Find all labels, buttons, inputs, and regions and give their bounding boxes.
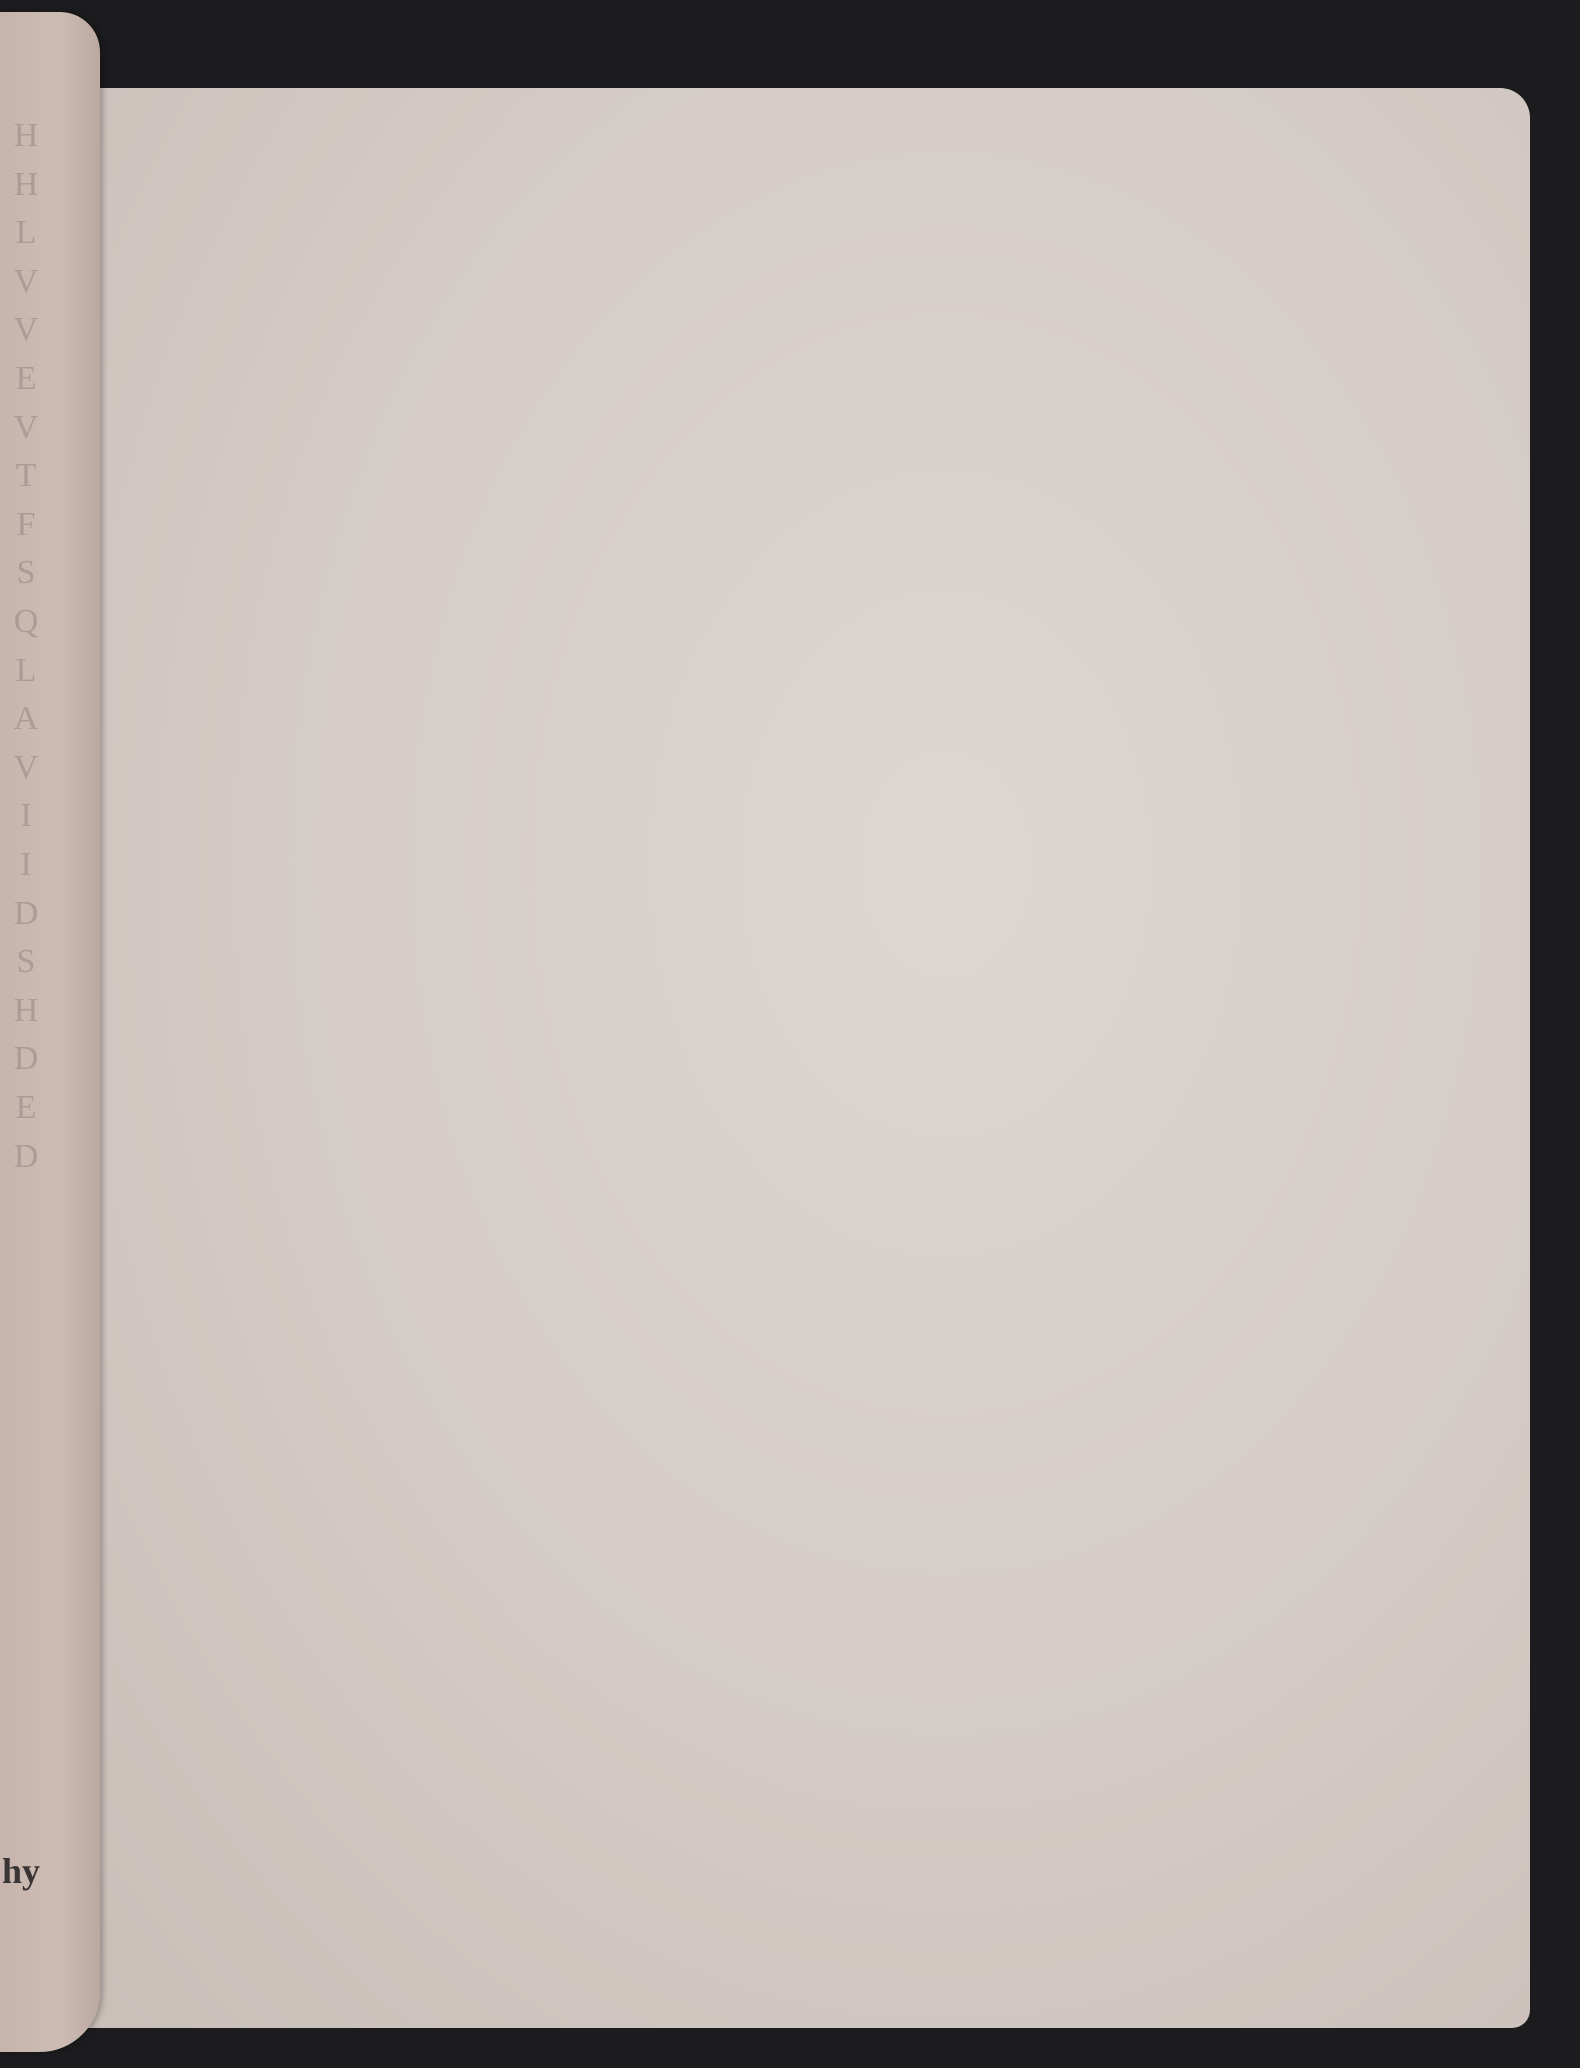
adjacent-left-page xyxy=(0,12,100,2052)
left-page-ghost-letter: V xyxy=(13,262,39,300)
left-page-ghost-letter: L xyxy=(15,651,37,689)
left-page-ghost-letter: A xyxy=(13,700,39,738)
left-page-ghost-letter: V xyxy=(13,408,39,446)
left-page-ghost-letter: H xyxy=(13,117,39,154)
book-page xyxy=(70,88,1530,2028)
left-page-ghost-letter: H xyxy=(13,991,39,1029)
left-page-ghost-letter: I xyxy=(20,797,32,835)
left-page-ghost-letter: Q xyxy=(13,603,39,640)
left-page-ghost-letter: V xyxy=(13,748,39,786)
left-page-ghost-letter: D xyxy=(13,1040,39,1078)
left-page-ghost-letter: H xyxy=(13,165,39,203)
left-page-ghost-letter: D xyxy=(13,894,39,932)
left-page-ghost-letter: I xyxy=(20,846,32,883)
left-page-ghost-letter: S xyxy=(16,943,36,981)
left-page-ghost-letter: E xyxy=(15,360,37,397)
left-page-ghost-letter: S xyxy=(16,554,36,592)
left-page-ghost-letter: E xyxy=(15,1089,37,1126)
left-page-ghost-letter: F xyxy=(16,505,36,543)
left-page-edge-word: hy xyxy=(2,1851,41,1891)
left-page-ghost-letter: T xyxy=(15,457,37,495)
left-page-ghost-letter: L xyxy=(15,214,37,252)
left-page-ghost-letter: V xyxy=(13,311,39,349)
left-page-ghost-letter: D xyxy=(13,1137,39,1175)
